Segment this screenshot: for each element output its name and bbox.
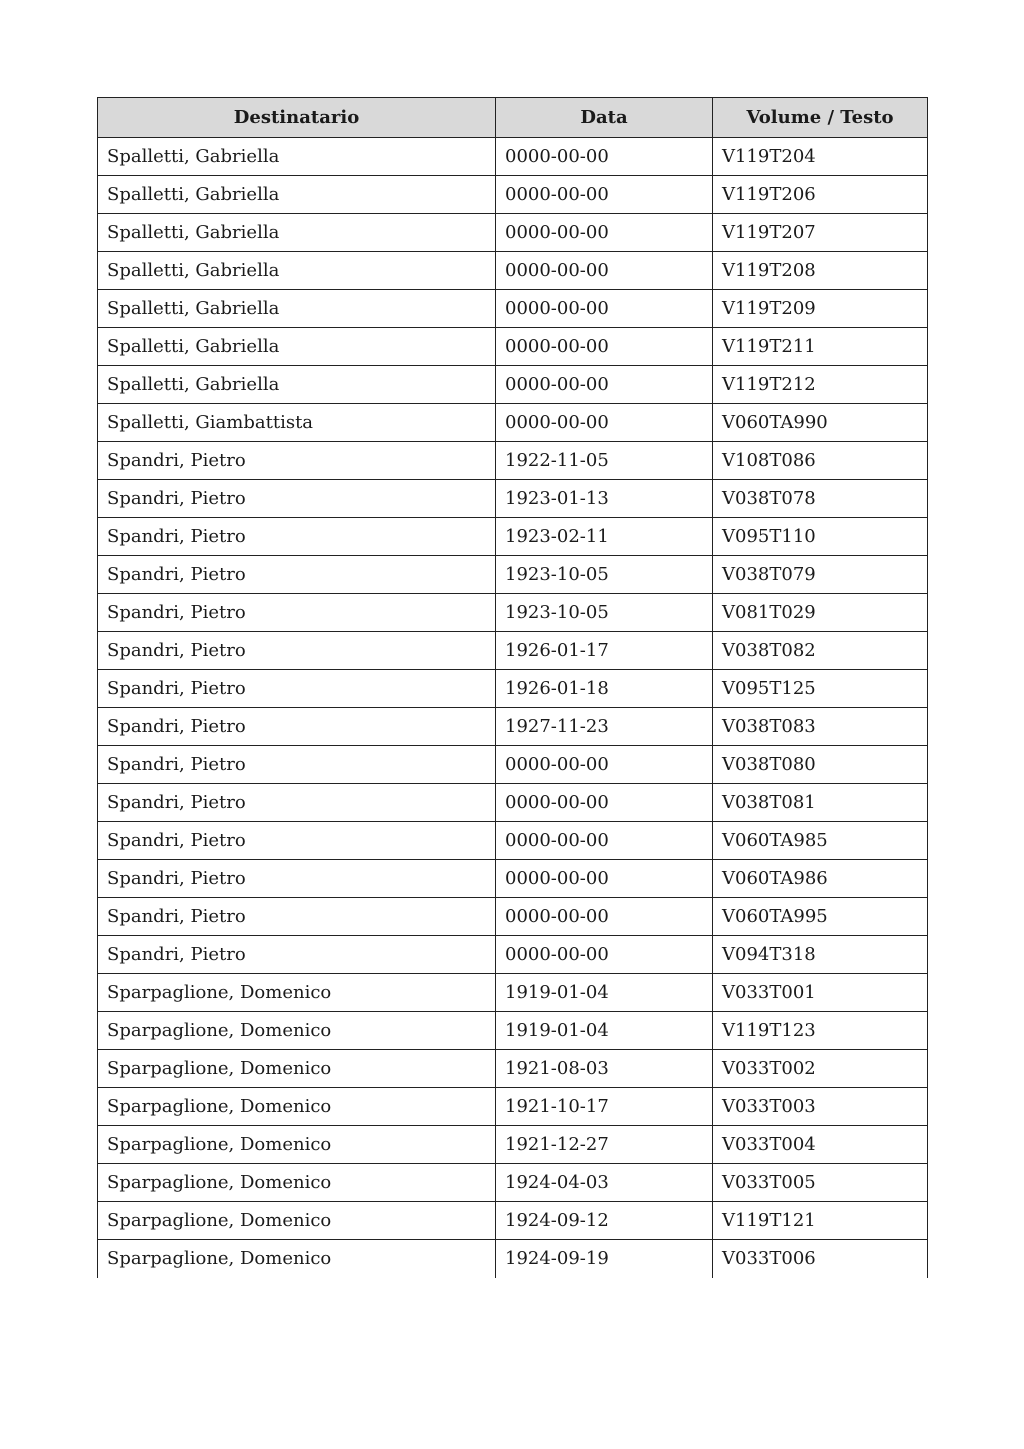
date-cell: 0000-00-00 bbox=[496, 290, 713, 328]
date-cell: 0000-00-00 bbox=[496, 898, 713, 936]
volume-text-cell: V095T125 bbox=[713, 670, 928, 708]
date-cell: 1924-09-19 bbox=[496, 1240, 713, 1278]
date-cell: 1927-11-23 bbox=[496, 708, 713, 746]
recipient-cell: Sparpaglione, Domenico bbox=[98, 1164, 496, 1202]
table-row bbox=[98, 1050, 928, 1088]
table-row bbox=[98, 176, 928, 214]
table-row bbox=[98, 708, 928, 746]
table-body bbox=[98, 138, 928, 1278]
recipient-cell: Spandri, Pietro bbox=[98, 594, 496, 632]
date-cell: 0000-00-00 bbox=[496, 746, 713, 784]
table-row bbox=[98, 1164, 928, 1202]
table-row bbox=[98, 480, 928, 518]
recipient-cell: Sparpaglione, Domenico bbox=[98, 1088, 496, 1126]
recipient-cell: Spandri, Pietro bbox=[98, 936, 496, 974]
recipient-cell: Spandri, Pietro bbox=[98, 708, 496, 746]
recipient-cell: Spalletti, Gabriella bbox=[98, 328, 496, 366]
date-cell: 0000-00-00 bbox=[496, 214, 713, 252]
volume-text-cell: V119T208 bbox=[713, 252, 928, 290]
table-row bbox=[98, 404, 928, 442]
recipient-cell: Spandri, Pietro bbox=[98, 746, 496, 784]
table-row bbox=[98, 328, 928, 366]
date-cell: 1923-10-05 bbox=[496, 594, 713, 632]
recipient-cell: Spandri, Pietro bbox=[98, 556, 496, 594]
date-cell: 1919-01-04 bbox=[496, 1012, 713, 1050]
date-cell: 0000-00-00 bbox=[496, 328, 713, 366]
recipient-cell: Spandri, Pietro bbox=[98, 860, 496, 898]
volume-text-cell: V033T005 bbox=[713, 1164, 928, 1202]
date-cell: 1924-09-12 bbox=[496, 1202, 713, 1240]
date-cell: 0000-00-00 bbox=[496, 176, 713, 214]
volume-text-cell: V060TA986 bbox=[713, 860, 928, 898]
table-row bbox=[98, 1088, 928, 1126]
date-cell: 0000-00-00 bbox=[496, 404, 713, 442]
recipient-cell: Spalletti, Gabriella bbox=[98, 290, 496, 328]
letters-table bbox=[97, 97, 928, 1278]
table-row bbox=[98, 1240, 928, 1278]
volume-text-cell: V038T082 bbox=[713, 632, 928, 670]
date-cell: 0000-00-00 bbox=[496, 860, 713, 898]
volume-text-cell: V060TA990 bbox=[713, 404, 928, 442]
volume-text-cell: V038T081 bbox=[713, 784, 928, 822]
table-row bbox=[98, 366, 928, 404]
recipient-cell: Spandri, Pietro bbox=[98, 480, 496, 518]
table-row bbox=[98, 860, 928, 898]
volume-text-cell: V095T110 bbox=[713, 518, 928, 556]
table-row bbox=[98, 556, 928, 594]
table-row bbox=[98, 746, 928, 784]
volume-text-cell: V038T080 bbox=[713, 746, 928, 784]
volume-text-cell: V094T318 bbox=[713, 936, 928, 974]
volume-text-cell: V119T211 bbox=[713, 328, 928, 366]
table-row bbox=[98, 252, 928, 290]
recipient-cell: Spalletti, Giambattista bbox=[98, 404, 496, 442]
table-row bbox=[98, 138, 928, 176]
recipient-cell: Spalletti, Gabriella bbox=[98, 138, 496, 176]
recipient-cell: Spalletti, Gabriella bbox=[98, 176, 496, 214]
date-cell: 0000-00-00 bbox=[496, 822, 713, 860]
table-row bbox=[98, 936, 928, 974]
recipient-cell: Spandri, Pietro bbox=[98, 670, 496, 708]
date-cell: 1923-10-05 bbox=[496, 556, 713, 594]
table-row bbox=[98, 290, 928, 328]
date-cell: 1921-08-03 bbox=[496, 1050, 713, 1088]
recipient-cell: Spandri, Pietro bbox=[98, 518, 496, 556]
table-header bbox=[98, 98, 928, 138]
column-header-data: Data bbox=[496, 98, 713, 138]
table-row bbox=[98, 632, 928, 670]
recipient-cell: Sparpaglione, Domenico bbox=[98, 1050, 496, 1088]
date-cell: 1924-04-03 bbox=[496, 1164, 713, 1202]
volume-text-cell: V033T002 bbox=[713, 1050, 928, 1088]
volume-text-cell: V033T006 bbox=[713, 1240, 928, 1278]
header-row bbox=[98, 98, 928, 138]
volume-text-cell: V033T004 bbox=[713, 1126, 928, 1164]
date-cell: 1919-01-04 bbox=[496, 974, 713, 1012]
table-row bbox=[98, 594, 928, 632]
date-cell: 1926-01-18 bbox=[496, 670, 713, 708]
recipient-cell: Spandri, Pietro bbox=[98, 784, 496, 822]
recipient-cell: Spalletti, Gabriella bbox=[98, 252, 496, 290]
date-cell: 1926-01-17 bbox=[496, 632, 713, 670]
recipient-cell: Spandri, Pietro bbox=[98, 898, 496, 936]
volume-text-cell: V060TA995 bbox=[713, 898, 928, 936]
column-header-destinatario: Destinatario bbox=[98, 98, 496, 138]
volume-text-cell: V119T123 bbox=[713, 1012, 928, 1050]
date-cell: 1923-01-13 bbox=[496, 480, 713, 518]
volume-text-cell: V060TA985 bbox=[713, 822, 928, 860]
recipient-cell: Spalletti, Gabriella bbox=[98, 366, 496, 404]
recipient-cell: Sparpaglione, Domenico bbox=[98, 1126, 496, 1164]
recipient-cell: Sparpaglione, Domenico bbox=[98, 974, 496, 1012]
volume-text-cell: V119T206 bbox=[713, 176, 928, 214]
recipient-cell: Sparpaglione, Domenico bbox=[98, 1202, 496, 1240]
table-row bbox=[98, 1202, 928, 1240]
table-row bbox=[98, 974, 928, 1012]
recipient-cell: Spandri, Pietro bbox=[98, 442, 496, 480]
volume-text-cell: V119T212 bbox=[713, 366, 928, 404]
table-row bbox=[98, 822, 928, 860]
volume-text-cell: V119T207 bbox=[713, 214, 928, 252]
date-cell: 0000-00-00 bbox=[496, 138, 713, 176]
volume-text-cell: V038T083 bbox=[713, 708, 928, 746]
column-header-volume-testo: Volume / Testo bbox=[713, 98, 928, 138]
volume-text-cell: V119T209 bbox=[713, 290, 928, 328]
volume-text-cell: V033T001 bbox=[713, 974, 928, 1012]
volume-text-cell: V108T086 bbox=[713, 442, 928, 480]
date-cell: 1922-11-05 bbox=[496, 442, 713, 480]
date-cell: 1921-12-27 bbox=[496, 1126, 713, 1164]
recipient-cell: Sparpaglione, Domenico bbox=[98, 1012, 496, 1050]
volume-text-cell: V119T121 bbox=[713, 1202, 928, 1240]
table-row bbox=[98, 518, 928, 556]
table-row bbox=[98, 442, 928, 480]
table-row bbox=[98, 214, 928, 252]
volume-text-cell: V033T003 bbox=[713, 1088, 928, 1126]
date-cell: 0000-00-00 bbox=[496, 252, 713, 290]
date-cell: 0000-00-00 bbox=[496, 936, 713, 974]
table-row bbox=[98, 1126, 928, 1164]
table-row bbox=[98, 670, 928, 708]
volume-text-cell: V038T079 bbox=[713, 556, 928, 594]
recipient-cell: Spalletti, Gabriella bbox=[98, 214, 496, 252]
table-row bbox=[98, 1012, 928, 1050]
table-row bbox=[98, 898, 928, 936]
recipient-cell: Spandri, Pietro bbox=[98, 822, 496, 860]
date-cell: 0000-00-00 bbox=[496, 366, 713, 404]
recipient-cell: Spandri, Pietro bbox=[98, 632, 496, 670]
recipient-cell: Sparpaglione, Domenico bbox=[98, 1240, 496, 1278]
table-row bbox=[98, 784, 928, 822]
date-cell: 0000-00-00 bbox=[496, 784, 713, 822]
date-cell: 1921-10-17 bbox=[496, 1088, 713, 1126]
volume-text-cell: V081T029 bbox=[713, 594, 928, 632]
date-cell: 1923-02-11 bbox=[496, 518, 713, 556]
volume-text-cell: V038T078 bbox=[713, 480, 928, 518]
volume-text-cell: V119T204 bbox=[713, 138, 928, 176]
